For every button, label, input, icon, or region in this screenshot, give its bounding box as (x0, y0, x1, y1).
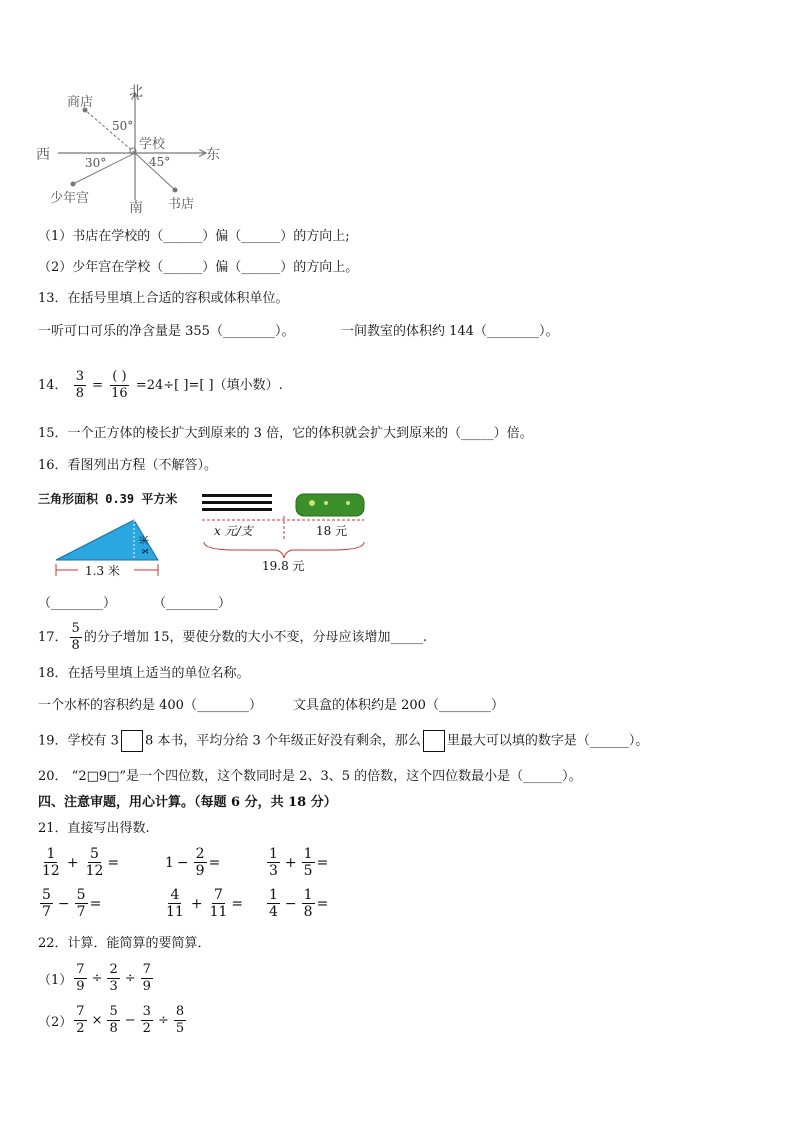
q13-title: 13．在括号里填上合适的容积或体积单位。 (38, 291, 289, 306)
angle-book: 45° (149, 155, 171, 169)
pen-price-label: x 元/支 (214, 524, 253, 538)
q16-title: 16．看图列出方程（不解答）。 (38, 458, 218, 473)
q16-answer-1: （________） (38, 596, 117, 611)
q18-title: 18．在括号里填上适当的单位名称。 (38, 666, 250, 681)
q19-blank-1[interactable] (121, 730, 143, 752)
total-price: 19.8 元 (262, 559, 305, 572)
q14: 14． $\frac{3}{8}$ = $\frac{( )}{16}$ =24÷[ ]=[ ]（填小数）. (38, 369, 283, 401)
q21-item-1: $\frac{1}{12}$ + $\frac{5}{12}$ = (42, 846, 120, 879)
q13-a: 一听可口可乐的净含量是 355（________）。 (38, 324, 295, 339)
triangle-figure (40, 508, 170, 583)
q20: 20． “2□9□”是一个四位数，这个数同时是 2、3、5 的倍数，这个四位数最小是（______）。 (38, 769, 582, 784)
q21-item-6: $\frac{1}{4}$ − $\frac{1}{8}$ = (269, 887, 329, 920)
q14-fraction-2: $\frac{( )}{16}$ (111, 369, 128, 401)
q21-item-2: 1 − $\frac{2}{9}$ = (165, 846, 221, 879)
q22-problem-1: （1） $\frac{7}{9}$ ÷ $\frac{2}{3}$ ÷ $\frac{7}{9}$ (38, 962, 151, 994)
label-north: 北 (129, 84, 143, 100)
q21-title: 21．直接写出得数. (38, 821, 150, 836)
q19: 19．学校有 3 8 本书，平均分给 3 个年级正好没有剩余，那么 里最大可以填的数字是（______）。 (38, 730, 648, 753)
triangle-height-label: x 米 (140, 535, 151, 554)
label-school: 学校 (139, 137, 166, 152)
label-south: 南 (129, 200, 143, 216)
pen-figure (196, 490, 376, 572)
label-bookstore: 书店 (168, 197, 195, 212)
q19-blank-2[interactable] (423, 730, 445, 752)
q13-b: 一间教室的体积约 144（________）。 (341, 324, 559, 339)
q17: 17． $\frac{5}{8}$ 的分子增加 15，要使分数的大小不变，分母应该增加_____. (38, 621, 428, 653)
angle-youth: 30° (85, 156, 107, 170)
q17-fraction: $\frac{5}{8}$ (71, 621, 80, 653)
label-west: 西 (36, 147, 50, 163)
label-youth-palace: 少年宫 (50, 191, 90, 206)
q22-title: 22．计算．能简算的要简算． (38, 936, 211, 951)
q21-item-3: $\frac{1}{3}$ + $\frac{1}{5}$ = (269, 846, 329, 879)
triangle-base-label: 1.3 米 (85, 564, 120, 578)
q21-item-4: $\frac{5}{7}$ − $\frac{5}{7}$ = (42, 887, 102, 920)
label-east: 东 (206, 147, 220, 163)
q15: 15．一个正方体的棱长扩大到原来的 3 倍，它的体积就会扩大到原来的（_____）倍。 (38, 426, 533, 441)
q12-line2: （2）少年宫在学校（______）偏（______）的方向上。 (38, 260, 359, 275)
pencil-box-price: 18 元 (316, 524, 348, 538)
section-4-heading: 四、注意审题，用心计算。（每题 6 分，共 18 分） (38, 795, 337, 810)
q14-prefix: 14． (38, 378, 68, 393)
q16-answer-2: （________） (153, 596, 232, 611)
compass-diagram (30, 78, 240, 218)
q21-item-5: $\frac{4}{11}$ + $\frac{7}{11}$ = (166, 887, 244, 920)
q14-fraction-1: $\frac{3}{8}$ (75, 369, 84, 401)
q18-a: 一个水杯的容积约是 400（________） (38, 698, 262, 713)
pencil-box (296, 494, 364, 516)
label-shop: 商店 (67, 95, 94, 110)
angle-shop: 50° (112, 119, 134, 133)
q18-b: 文具盒的体积约是 200（________） (293, 698, 504, 713)
q22-problem-2: （2） $\frac{7}{2}$ × $\frac{5}{8}$ − $\frac{3}{2}$ ÷ $\frac{8}{5}$ (38, 1004, 185, 1036)
triangle-caption: 三角形面积 0.39 平方米 (38, 492, 178, 506)
q14-rest: =24÷[ ]=[ ]（填小数）. (135, 378, 283, 393)
q12-line1: （1）书店在学校的（______）偏（______）的方向上; (38, 229, 350, 244)
